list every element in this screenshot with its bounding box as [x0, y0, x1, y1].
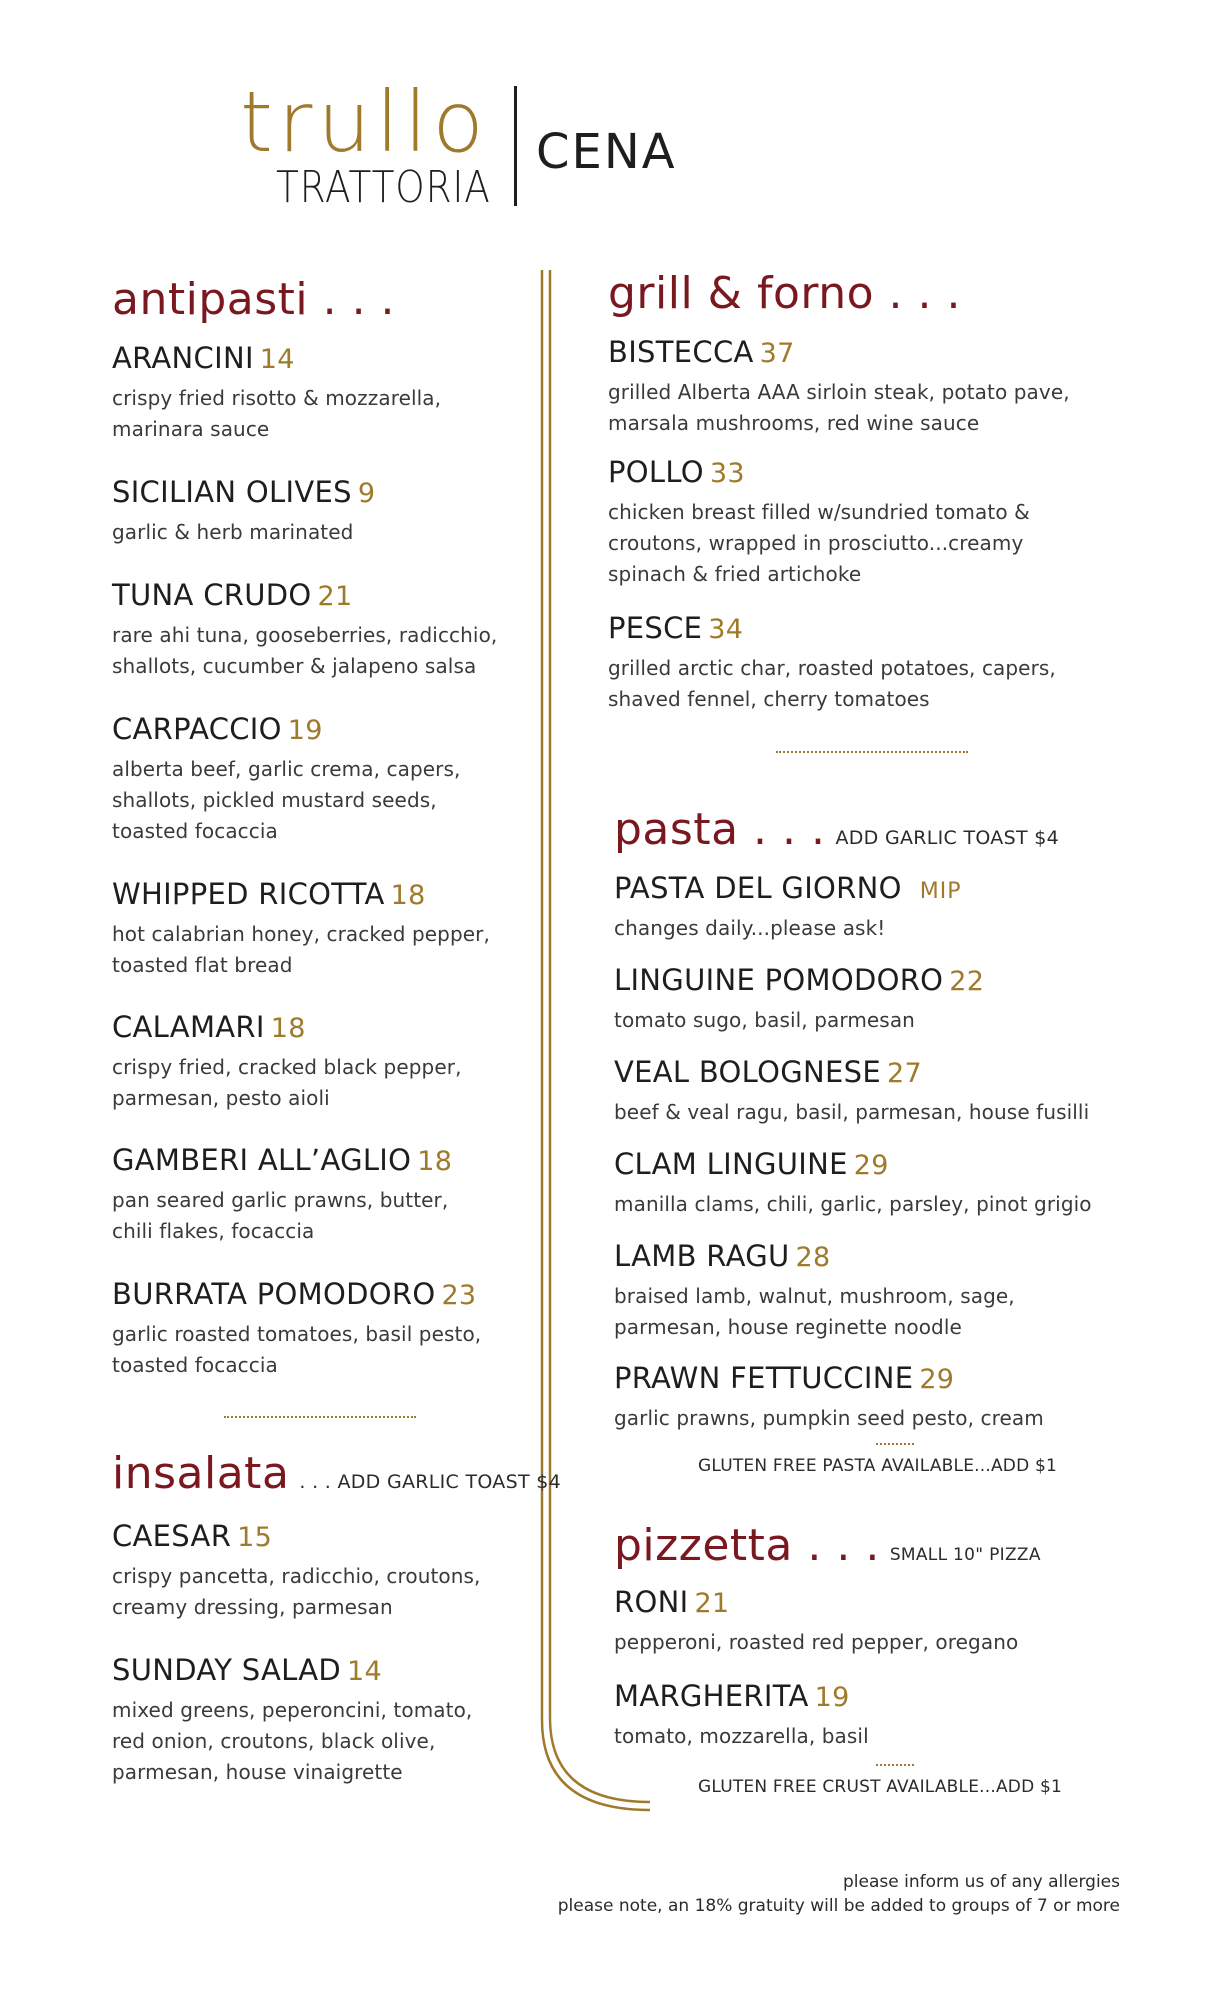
item-price: 21	[317, 581, 353, 612]
menu-item	[614, 963, 1134, 1036]
item-price: MIP	[919, 879, 962, 904]
item-price: 14	[259, 344, 295, 375]
menu-item	[112, 1010, 532, 1114]
item-description: pan seared garlic prawns, butter, chili flakes, focaccia	[112, 1188, 449, 1243]
item-description: beef & veal ragu, basil, parmesan, house fusilli	[614, 1100, 1090, 1124]
item-name: BURRATA POMODORO	[112, 1277, 436, 1311]
footer-notes	[420, 1870, 1120, 1918]
menu-item	[608, 335, 1128, 439]
section-pizzetta-title	[614, 1520, 1041, 1571]
menu-item	[614, 1361, 1134, 1434]
menu-item	[112, 712, 532, 847]
item-name: SICILIAN OLIVES	[112, 475, 352, 509]
item-price: 19	[287, 715, 323, 746]
section-divider	[876, 1443, 914, 1445]
item-name: CLAM LINGUINE	[614, 1147, 848, 1181]
menu-item	[112, 877, 532, 981]
item-price: 21	[694, 1588, 730, 1619]
item-price: 23	[441, 1280, 477, 1311]
item-price: 18	[417, 1146, 453, 1177]
menu-item	[614, 1239, 1134, 1343]
allergy-note: please inform us of any allergies	[843, 1872, 1120, 1892]
logo-trattoria: TRATTORIA	[276, 162, 491, 213]
section-grill-title: grill & forno . . .	[608, 268, 961, 319]
menu-item	[112, 578, 532, 682]
section-note: ADD GARLIC TOAST $4	[835, 827, 1059, 849]
item-description: pepperoni, roasted red pepper, oregano	[614, 1630, 1019, 1654]
item-price: 29	[853, 1150, 889, 1181]
item-description: garlic & herb marinated	[112, 520, 354, 544]
item-price: 37	[759, 338, 795, 369]
section-pasta-title	[614, 804, 1059, 855]
item-name: CARPACCIO	[112, 712, 282, 746]
item-description: grilled Alberta AAA sirloin steak, potato pave, marsala mushrooms, red wine sauce	[608, 380, 1070, 435]
item-name: MARGHERITA	[614, 1679, 809, 1713]
item-name: VEAL BOLOGNESE	[614, 1055, 881, 1089]
section-note: SMALL 10" PIZZA	[889, 1545, 1041, 1565]
menu-item	[608, 455, 1128, 590]
item-description: garlic roasted tomatoes, basil pesto, toasted focaccia	[112, 1322, 482, 1377]
item-description: hot calabrian honey, cracked pepper, toasted flat bread	[112, 922, 490, 977]
item-description: grilled arctic char, roasted potatoes, capers, shaved fennel, cherry tomatoes	[608, 656, 1056, 711]
item-price: 27	[886, 1058, 922, 1089]
gluten-free-crust-note: GLUTEN FREE CRUST AVAILABLE...ADD $1	[698, 1777, 1063, 1797]
item-name: CALAMARI	[112, 1010, 265, 1044]
section-divider	[876, 1764, 914, 1766]
menu-item	[614, 1147, 1134, 1220]
item-description: tomato sugo, basil, parmesan	[614, 1008, 915, 1032]
menu-item	[614, 1585, 1134, 1658]
item-name: WHIPPED RICOTTA	[112, 877, 385, 911]
item-name: LAMB RAGU	[614, 1239, 790, 1273]
item-name: PRAWN FETTUCCINE	[614, 1361, 914, 1395]
menu-item	[614, 1679, 1134, 1752]
item-description: crispy fried risotto & mozzarella, marinara sauce	[112, 386, 442, 441]
item-name: LINGUINE POMODORO	[614, 963, 944, 997]
logo-trullo: trullo	[240, 73, 489, 171]
item-name: ARANCINI	[112, 341, 254, 375]
logo-divider	[514, 86, 517, 206]
item-description: crispy fried, cracked black pepper, parmesan, pesto aioli	[112, 1055, 462, 1110]
section-divider	[776, 751, 968, 753]
gratuity-note: please note, an 18% gratuity will be added to groups of 7 or more	[557, 1896, 1120, 1916]
item-price: 15	[237, 1522, 273, 1553]
item-name: RONI	[614, 1585, 689, 1619]
section-divider	[224, 1416, 416, 1418]
section-title-text: pizzetta . . .	[614, 1520, 880, 1571]
item-price: 28	[795, 1242, 831, 1273]
item-description: braised lamb, walnut, mushroom, sage, parmesan, house reginette noodle	[614, 1284, 1015, 1339]
item-description: alberta beef, garlic crema, capers, shallots, pickled mustard seeds, toasted focaccia	[112, 757, 461, 843]
section-insalata-title	[112, 1448, 561, 1499]
section-title-text: insalata	[112, 1448, 290, 1499]
item-name: SUNDAY SALAD	[112, 1653, 342, 1687]
item-name: POLLO	[608, 455, 704, 489]
gluten-free-pasta-note: GLUTEN FREE PASTA AVAILABLE...ADD $1	[698, 1456, 1057, 1476]
menu-item	[112, 341, 532, 445]
item-description: chicken breast filled w/sundried tomato & croutons, wrapped in prosciutto...creamy spinach & fried artichoke	[608, 500, 1030, 586]
section-note: . . . ADD GARLIC TOAST $4	[299, 1471, 561, 1493]
item-price: 33	[709, 458, 745, 489]
item-name: PASTA DEL GIORNO	[614, 871, 902, 905]
item-price: 34	[708, 614, 744, 645]
item-name: BISTECCA	[608, 335, 754, 369]
menu-item	[614, 1055, 1134, 1128]
item-price: 14	[347, 1656, 383, 1687]
section-antipasti-title: antipasti . . .	[112, 274, 396, 325]
item-price: 19	[814, 1682, 850, 1713]
item-name: GAMBERI ALL’AGLIO	[112, 1143, 412, 1177]
item-name: TUNA CRUDO	[112, 578, 312, 612]
menu-name-cena: CENA	[536, 124, 677, 180]
item-description: changes daily...please ask!	[614, 916, 886, 940]
menu-item	[112, 1143, 532, 1247]
item-price: 18	[270, 1013, 306, 1044]
item-description: crispy pancetta, radicchio, croutons, creamy dressing, parmesan	[112, 1564, 481, 1619]
item-name: CAESAR	[112, 1519, 232, 1553]
section-title-text: pasta . . .	[614, 804, 826, 855]
item-description: mixed greens, peperoncini, tomato, red onion, croutons, black olive, parmesan, house vinaigrette	[112, 1698, 473, 1784]
item-price: 22	[949, 966, 985, 997]
menu-item	[112, 1277, 532, 1381]
item-price: 9	[357, 478, 376, 509]
item-price: 29	[919, 1364, 955, 1395]
menu-item	[112, 1653, 532, 1788]
item-name: PESCE	[608, 611, 703, 645]
item-description: garlic prawns, pumpkin seed pesto, cream	[614, 1406, 1044, 1430]
item-price: 18	[390, 880, 426, 911]
item-description: tomato, mozzarella, basil	[614, 1724, 869, 1748]
menu-item	[614, 871, 1134, 944]
item-description: manilla clams, chili, garlic, parsley, pinot grigio	[614, 1192, 1092, 1216]
menu-item	[112, 1519, 532, 1623]
item-description: rare ahi tuna, gooseberries, radicchio, shallots, cucumber & jalapeno salsa	[112, 623, 498, 678]
menu-item	[112, 475, 532, 548]
menu-item	[608, 611, 1128, 715]
